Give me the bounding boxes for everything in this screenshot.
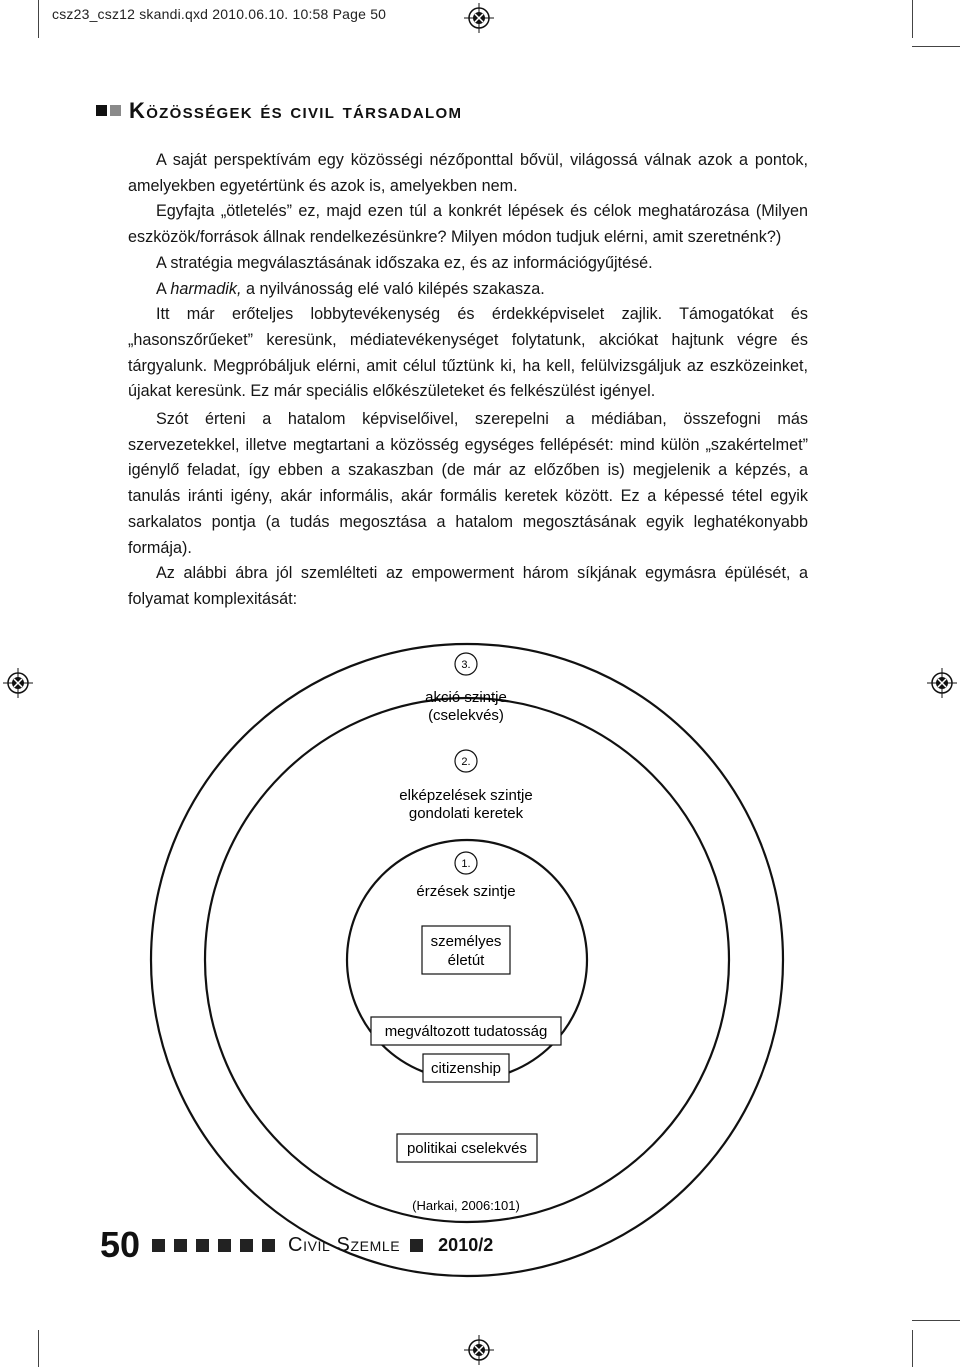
- footer-square-icon: [152, 1239, 165, 1252]
- level-2-label: elképzelések szintje: [399, 787, 533, 804]
- level-3-number: 3.: [461, 659, 471, 671]
- page-number: 50: [100, 1224, 141, 1265]
- box-personal-life-line1: személyes: [430, 933, 502, 950]
- paragraph: A saját perspektívám egy közösségi nézőponttal bővül, világossá válnak azok a pontok, amelyekben egyetértünk és azok is, amelyekben nem.: [128, 151, 808, 195]
- footer-square-icon: [262, 1239, 275, 1252]
- paragraph: Szót érteni a hatalom képviselőivel, szerepelni a médiában, összefogni más szervezetekkel, illetve megtartani a közösség egységes fellépését: mind külön „szakértelmet” igénylő feladat, így ebben a szakaszban (de már az előzőben is) megjelenik a képzés, a tanulás iránti igény, akár informális, akár formális keretek között. Ez a képessé tétel egyik sarkalatos pontja (a tudás megosztása a hatalom megosztásának egyik leghatékonyabb formája).: [128, 410, 808, 557]
- print-slug: csz23_csz12 skandi.qxd 2010.06.10. 10:58 Page 50: [52, 6, 387, 22]
- footer-square-icon: [218, 1239, 231, 1252]
- box-political-action-label: politikai cselekvés: [406, 1140, 528, 1157]
- section-heading-text: Közösségek és civil társadalom: [129, 98, 463, 123]
- footer-square-icon: [410, 1239, 423, 1252]
- level-1-number: 1.: [461, 858, 471, 870]
- level-3-label: akció szintje: [425, 689, 507, 706]
- journal-title: Civil Szemle: [288, 1233, 401, 1256]
- paragraph: A harmadik, a nyilvánosság elé való kilépés szakasza.: [156, 279, 545, 298]
- level-2-sublabel: gondolati keretek: [408, 805, 524, 822]
- paragraph: Itt már erőteljes lobbytevékenység és érdekképviselet zajlik. Támogatókat és „hasonszőrűeket” keresünk, médiatevékenységet folytatunk, akciókat hajtunk végre és tárgyalunk. Megpróbáljuk elérni, amit célul tűztünk ki, ha kell, felülvizsgáljuk az eszközeinket, újakat keresünk. Ez már speciális előkészületeket és felkészülést igényel.: [128, 305, 808, 401]
- paragraph: A stratégia megválasztásának időszaka ez, és az információgyűjtésé.: [156, 253, 653, 272]
- paragraph: Az alábbi ábra jól szemlélteti az empowerment három síkjának egymásra épülését, a folyamat komplexitását:: [128, 564, 808, 608]
- footer-square-icon: [240, 1239, 253, 1252]
- box-changed-awareness-label: megváltozott tudatosság: [384, 1023, 548, 1040]
- emphasis: harmadik,: [170, 279, 242, 298]
- box-citizenship-label: citizenship: [430, 1060, 502, 1077]
- page-footer: [100, 1220, 493, 1270]
- level-3-sublabel: (cselekvés): [428, 707, 504, 724]
- level-1-label: érzések szintje: [416, 883, 516, 900]
- diagram-source: (Harkai, 2006:101): [412, 1198, 520, 1213]
- issue-number: 2010/2: [438, 1234, 494, 1255]
- box-personal-life-line2: életút: [447, 952, 485, 969]
- footer-square-icon: [196, 1239, 209, 1252]
- footer-square-icon: [174, 1239, 187, 1252]
- level-2-number: 2.: [461, 756, 471, 768]
- paragraph: Egyfajta „ötletelés” ez, majd ezen túl a konkrét lépések és célok meghatározása (Milyen eszközök/források állnak rendelkezésünkre? Milyen módon tudjuk elérni, amit szeretnénk?): [128, 202, 808, 247]
